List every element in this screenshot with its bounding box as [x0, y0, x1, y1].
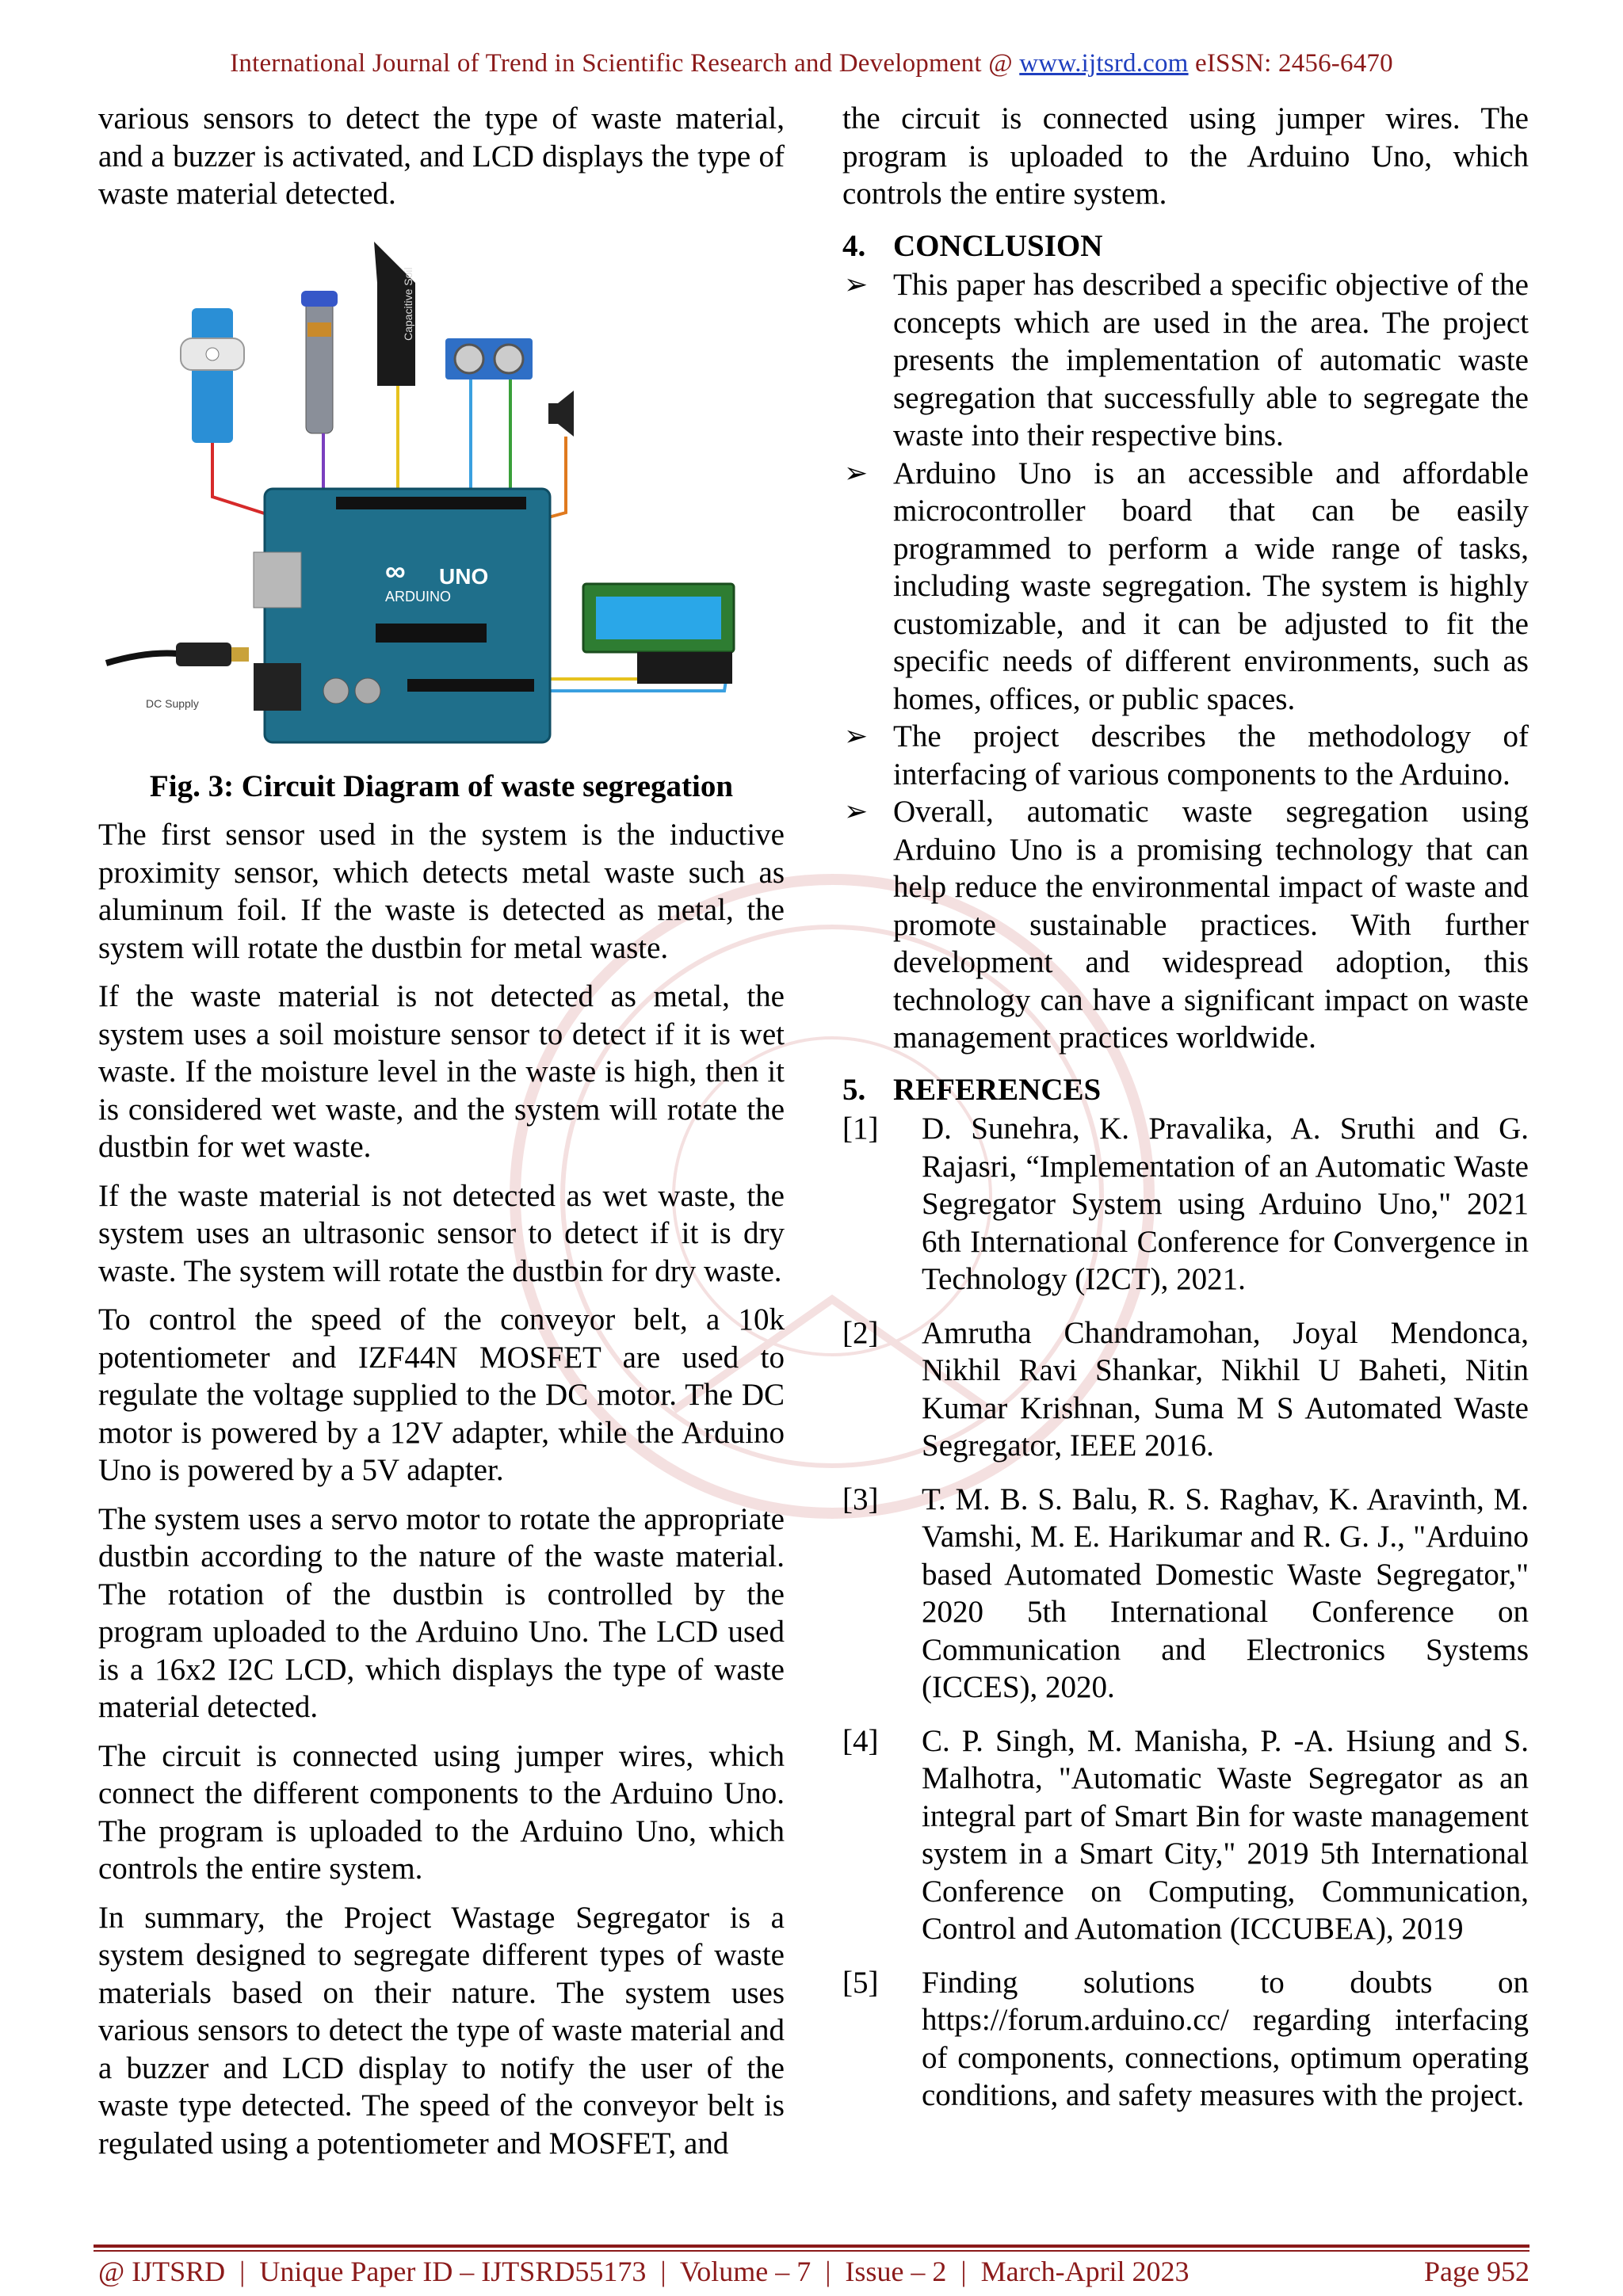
left-paragraph-2: If the waste material is not detected as metal, the system uses a soil moisture sensor to detect if it is wet waste. If the moisture level in the waste is high, then it is considered wet waste, and the system will rotate the dustbin for wet waste. [98, 979, 785, 1164]
inductive-proximity-sensor-icon [301, 291, 338, 433]
reference-text: C. P. Singh, M. Manisha, P. -A. Hsiung and S. Malhotra, "Automatic Waste Segregator as an integral part of Smart Bin for waste management system in a Smart City," 2019 5th International Conference on Computing, Communication, Control and Automation (ICCUBEA), 2019 [922, 1723, 1529, 1946]
left-paragraph-7: In summary, the Project Wastage Segregator is a system designed to segregate different types of waste materials based on their nature. The system uses various sensors to detect the type of waste material and a buzzer and LCD display to notify the user of the waste type detected. The speed of the conveyor belt is regulated using a potentiometer and MOSFET, and [98, 1900, 785, 2161]
ultrasonic-sensor-icon [445, 338, 533, 379]
conclusion-bullet-text: The project describes the methodology of interfacing of various components to the Arduino. [893, 719, 1529, 791]
footer-page-number: Page 952 [1424, 2256, 1529, 2287]
board-uno-label: UNO [439, 563, 489, 589]
conclusion-bullet [842, 455, 1529, 719]
reference-number: [5] [842, 1965, 879, 2000]
left-paragraph-6: The circuit is connected using jumper wires, which connect the different components to the Arduino Uno. The program is uploaded to the Arduino Uno, which controls the entire system. [98, 1738, 785, 1886]
dc-jack-label: DC Supply [146, 696, 199, 710]
references-title: REFERENCES [893, 1072, 1102, 1107]
arrow-bullet-icon: ➢ [844, 269, 869, 300]
reference-number: [4] [842, 1723, 879, 1758]
reference-number: [2] [842, 1315, 879, 1350]
buzzer-icon [548, 391, 574, 437]
conclusion-bullet [842, 266, 1529, 455]
soil-moisture-sensor-icon [374, 242, 415, 386]
conclusion-bullet-text: Overall, automatic waste segregation using Arduino Uno is a promising technology that can help reduce the environmental impact of waste and promote sustainable practices. With further development and widespread adoption, this technology can have a significant impact on waste management practices worldwide. [893, 795, 1529, 1055]
running-header [0, 49, 1623, 78]
left-paragraph-0: various sensors to detect the type of waste material, and a buzzer is activated, and LCD displays the type of waste material detected. [98, 101, 785, 211]
references-heading [842, 1071, 1529, 1109]
reference-text: Finding solutions to doubts on https://forum.arduino.cc/ regarding interfacing of components, connections, optimum operating conditions, and safety measures with the project. [922, 1965, 1529, 2112]
conclusion-bullet-text: This paper has described a specific objective of the concepts which are used in the area. The project presents the implementation of automatic waste segregation that successfully able to segregate the waste into their respective bins. [893, 268, 1529, 452]
right-column [842, 100, 1529, 2130]
right-paragraph-0: the circuit is connected using jumper wires. The program is uploaded to the Arduino Uno, which controls the entire system. [842, 101, 1529, 211]
conclusion-list [842, 266, 1529, 1057]
reference-number: [1] [842, 1112, 879, 1146]
conclusion-heading [842, 227, 1529, 265]
reference-item [842, 1964, 1529, 2115]
reference-number: [3] [842, 1482, 879, 1516]
header-journal: International Journal of Trend in Scientific Research and Development @ [230, 49, 1020, 78]
left-column [98, 100, 785, 2173]
arrow-bullet-icon: ➢ [844, 456, 869, 489]
board-brand-label: ARDUINO [385, 588, 452, 605]
arduino-uno-board-icon [254, 489, 550, 742]
reference-item [842, 1314, 1529, 1465]
header-link[interactable]: www.ijtsrd.com [1019, 49, 1189, 78]
arrow-bullet-icon: ➢ [844, 795, 869, 827]
references-list [842, 1110, 1529, 2115]
reference-text: D. Sunehra, K. Pravalika, A. Sruthi and G. Rajasri, “Implementation of an Automatic Waste Segregator System using Arduino Uno," 2021 6th International Conference for Convergence in Technology (I2CT), 2021. [922, 1112, 1529, 1296]
reference-text: T. M. B. S. Balu, R. S. Raghav, K. Aravinth, M. Vamshi, M. E. Harikumar and R. G. J., "Arduino based Automated Domestic Waste Segregator," 2020 5th International Conference on Communication and Electronics Systems (ICCES), 2020. [922, 1482, 1529, 1704]
header-issn: eISSN: 2456-6470 [1188, 49, 1393, 78]
footer-rule [94, 2245, 1529, 2248]
reference-text: Amrutha Chandramohan, Joyal Mendonca, Nikhil Ravi Shankar, Nikhil U Baheti, Nitin Kumar Krishnan, Suma M S Automated Waste Segregator, IEEE 2016. [922, 1315, 1529, 1463]
servo-motor-icon [181, 308, 244, 443]
figure-caption: Fig. 3: Circuit Diagram of waste segregation [149, 769, 734, 803]
dc-jack-icon [106, 643, 249, 710]
lcd-display-icon [583, 584, 734, 684]
left-paragraph-4: To control the speed of the conveyor belt, a 10k potentiometer and IZF44N MOSFET are used to regulate the voltage supplied to the DC motor. The DC motor is powered by a 12V adapter, while the Arduino Uno is powered by a 5V adapter. [98, 1302, 785, 1487]
svg-text:Capacitive Soil: Capacitive Soil [402, 266, 414, 341]
svg-text:∞: ∞ [385, 554, 406, 587]
running-footer [98, 2254, 1529, 2289]
reference-item [842, 1110, 1529, 1299]
conclusion-bullet [842, 793, 1529, 1057]
circuit-diagram-figure [98, 235, 785, 758]
footer-rule-thin [94, 2250, 1529, 2252]
arrow-bullet-icon: ➢ [844, 720, 869, 752]
circuit-diagram-illustration [98, 235, 785, 758]
conclusion-bullet [842, 718, 1529, 793]
conclusion-bullet-text: Arduino Uno is an accessible and affordable microcontroller board that can be easily programmed to perform a wide range of tasks, including waste segregation. The system is highly customizable, and it can be adjusted to fit the specific needs of different environments, such as homes, offices, or public spaces. [893, 456, 1529, 716]
footer-paper-info: @ IJTSRD | Unique Paper ID – IJTSRD55173 | Volume – 7 | Issue – 2 | March-April 2023 [98, 2256, 1190, 2287]
reference-item [842, 1722, 1529, 1948]
left-paragraph-3: If the waste material is not detected as wet waste, the system uses an ultrasonic sensor to detect if it is dry waste. The system will rotate the dustbin for dry waste. [98, 1178, 785, 1288]
conclusion-number: 4. [842, 228, 866, 263]
left-paragraph-5: The system uses a servo motor to rotate the appropriate dustbin according to the nature of the waste material. The rotation of the dustbin is controlled by the program uploaded to the Arduino Uno. The LCD used is a 16x2 I2C LCD, which displays the type of waste material detected. [98, 1501, 785, 1724]
reference-item [842, 1481, 1529, 1707]
conclusion-title: CONCLUSION [893, 228, 1103, 263]
references-number: 5. [842, 1072, 866, 1107]
left-paragraph-1: The first sensor used in the system is the inductive proximity sensor, which detects metal waste such as aluminum foil. If the waste is detected as metal, the system will rotate the dustbin for metal waste. [98, 818, 785, 965]
